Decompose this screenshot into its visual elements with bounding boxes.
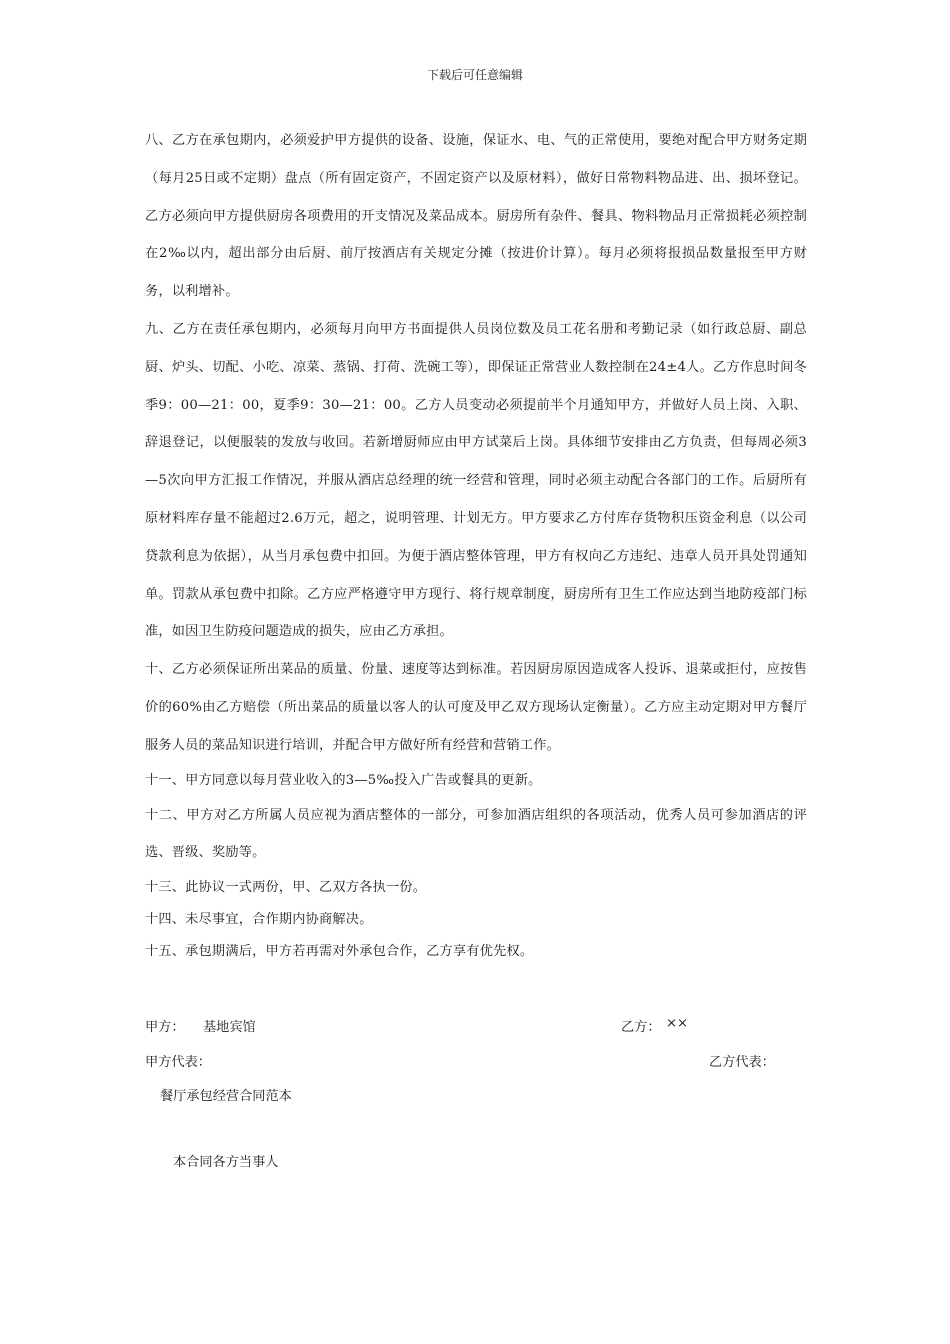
clause-10: 十、乙方必须保证所出菜品的质量、份量、速度等达到标准。若因厨房原因造成客人投诉、退菜或拒付，应按售价的60%由乙方赔偿（所出菜品的质量以客人的认可度及甲乙双方现场认定衡量）。乙方应主动定期对甲方餐厅服务人员的菜品知识进行培训，并配合甲方做好所有经营和营销工作。 (145, 662, 807, 753)
party-b-name: ×× (666, 1016, 689, 1031)
party-a-name: 基地宾馆 (203, 1020, 256, 1035)
clause-8: 八、乙方在承包期内，必须爱护甲方提供的设备、设施，保证水、电、气的正常使用，要绝对配合甲方财务定期（每月25日或不定期）盘点（所有固定资产，不固定资产以及原材料），做好日常物料物品进、出、损坏登记。乙方必须向甲方提供厨房各项费用的开支情况及菜品成本。厨房所有杂件、餐具、物料物品月正常损耗必须控制在2‰以内，超出部分由后厨、前厅按酒店有关规定分摊（按进价计算）。每月必须将报损品数量报至甲方财务，以利增补。 (145, 133, 807, 300)
clause-12: 十二、甲方对乙方所属人员应视为酒店整体的一部分，可参加酒店组织的各项活动，优秀人员可参加酒店的评选、晋级、奖励等。 (145, 807, 807, 861)
party-a-label: 甲方： (145, 1020, 185, 1035)
party-b-representative: 乙方代表： (709, 1055, 775, 1070)
clause-13: 十三、此协议一式两份，甲、乙双方各执一份。 (145, 880, 427, 896)
clause-14: 十四、未尽事宜，合作期内协商解决。 (145, 912, 373, 928)
clause-9: 九、乙方在责任承包期内，必须每月向甲方书面提供人员岗位数及员工花名册和考勤记录（如行政总厨、副总厨、炉头、切配、小吃、凉菜、蒸锅、打荷、洗碗工等），即保证正常营业人数控制在24±4人。乙方作息时间冬季9：00—21：00，夏季9：30—21：00。乙方人员变动必须提前半个月通知甲方，并做好人员上岗、入职、辞退登记，以便服装的发放与收回。若新增厨师应由甲方试菜后上岗。具体细节安排由乙方负责，但每周必须3—5次向甲方汇报工作情况，并服从酒店总经理的统一经营和管理，同时必须主动配合各部门的工作。后厨所有原材料库存量不能超过2.6万元，超之，说明管理、计划无方。甲方要求乙方付库存货物积压资金利息（以公司贷款利息为依据），从当月承包费中扣回。为便于酒店整体管理，甲方有权向乙方违纪、违章人员开具处罚通知单。罚款从承包费中扣除。乙方应严格遵守甲方现行、将行规章制度，厨房所有卫生工作应达到当地防疫部门标准，如因卫生防疫问题造成的损失，应由乙方承担。 (145, 321, 807, 640)
party-b-label: 乙方： (621, 1020, 661, 1035)
parties-line: 本合同各方当事人 (173, 1155, 279, 1170)
page-header: 下载后可任意编辑 (426, 68, 523, 82)
document-title: 餐厅承包经营合同范本 (160, 1089, 292, 1104)
clause-11: 十一、甲方同意以每月营业收入的3—5‰投入广告或餐具的更新。 (145, 772, 542, 788)
party-a-representative: 甲方代表： (145, 1055, 211, 1070)
contract-body (145, 122, 807, 968)
clause-15: 十五、承包期满后，甲方若再需对外承包合作，乙方享有优先权。 (145, 944, 534, 960)
